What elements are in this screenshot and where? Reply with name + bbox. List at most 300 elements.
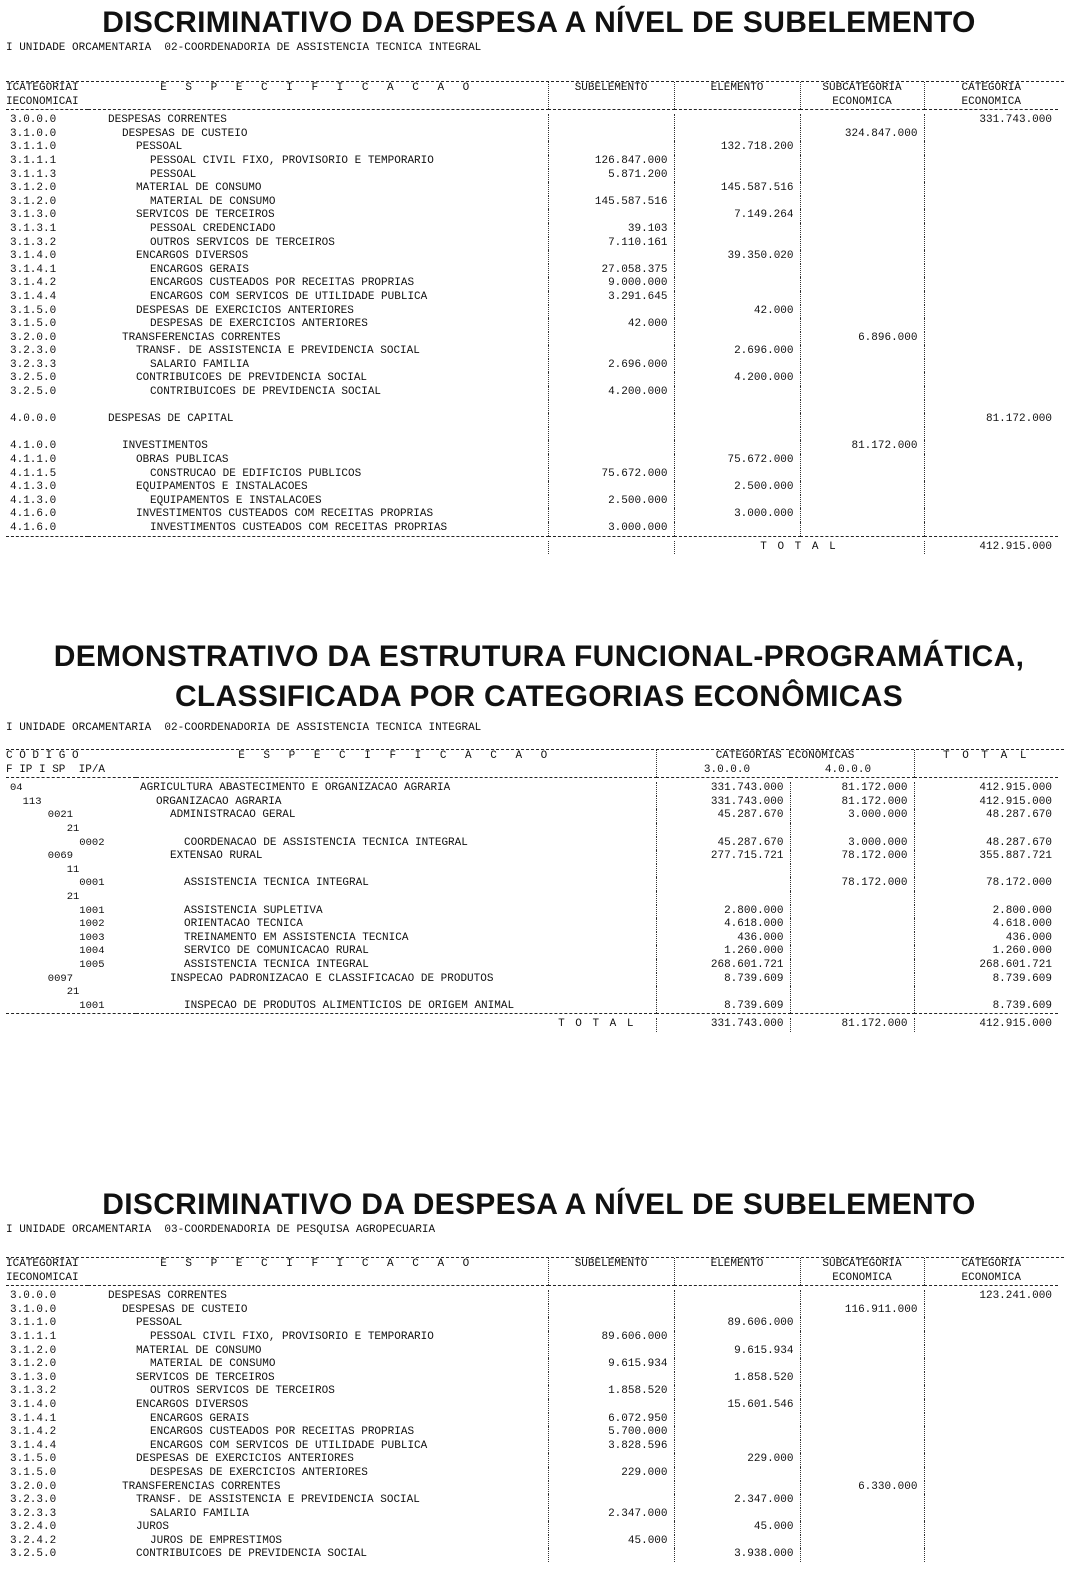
row-cat-4000: 3.000.000 <box>790 809 914 823</box>
table-row <box>6 468 1058 482</box>
row-cat-3000: 331.743.000 <box>656 796 790 810</box>
table-row <box>6 1440 1058 1454</box>
row-specification: PESSOAL CIVIL FIXO, PROVISORIO E TEMPORARIO <box>150 1330 434 1343</box>
row-subelemento <box>548 427 674 441</box>
table-row <box>6 1467 1058 1481</box>
row-specification: OUTROS SERVICOS DE TERCEIROS <box>150 236 335 249</box>
row-subelemento <box>548 372 674 386</box>
row-subcategoria <box>800 1399 924 1413</box>
row-categoria <box>924 1358 1058 1372</box>
row-specification <box>136 864 656 878</box>
row-code: 1005 <box>10 958 105 971</box>
row-code: 0097 <box>10 972 74 985</box>
row-subelemento <box>548 128 674 142</box>
row-categoria <box>924 1548 1058 1562</box>
row-elemento: 229.000 <box>674 1453 800 1467</box>
section-title: DISCRIMINATIVO DA DESPESA A NÍVEL DE SUBELEMENTO <box>102 1188 976 1221</box>
row-total <box>914 864 1058 878</box>
row-specification: OUTROS SERVICOS DE TERCEIROS <box>150 1385 335 1398</box>
row-code: 3.1.4.1 <box>10 1412 57 1425</box>
row-specification: DESPESAS CORRENTES <box>108 1290 227 1303</box>
row-code: 1001 <box>10 999 105 1012</box>
row-specification: TREINAMENTO EM ASSISTENCIA TECNICA <box>184 931 409 944</box>
row-elemento <box>674 1508 800 1522</box>
row-code: 3.1.2.0 <box>10 1358 57 1371</box>
row-code: 3.1.2.0 <box>10 195 57 208</box>
row-subcategoria <box>800 1426 924 1440</box>
table-row <box>6 155 1058 169</box>
table-row <box>6 359 1058 373</box>
row-elemento <box>674 223 800 237</box>
row-elemento: 132.718.200 <box>674 141 800 155</box>
table-row <box>6 1000 1058 1014</box>
row-code: 3.1.3.2 <box>10 1385 57 1398</box>
row-specification: INVESTIMENTOS CUSTEADOS COM RECEITAS PROPRIAS <box>136 508 434 521</box>
row-code: 3.1.1.1 <box>10 154 57 167</box>
row-subcategoria <box>800 1358 924 1372</box>
row-elemento: 15.601.546 <box>674 1399 800 1413</box>
row-categoria: 331.743.000 <box>924 114 1058 128</box>
row-code: 3.1.4.2 <box>10 277 57 290</box>
row-specification: SERVICOS DE TERCEIROS <box>136 1371 275 1384</box>
row-subelemento <box>548 114 674 128</box>
row-subcategoria <box>800 386 924 400</box>
row-elemento <box>674 359 800 373</box>
table-row <box>6 182 1058 196</box>
row-total: 355.887.721 <box>914 850 1058 864</box>
row-cat-3000 <box>656 864 790 878</box>
row-code: 4.1.6.0 <box>10 508 57 521</box>
total-label: T O T A L <box>558 1018 636 1031</box>
row-total: 48.287.670 <box>914 809 1058 823</box>
row-subcategoria <box>800 114 924 128</box>
table-header <box>6 82 1058 110</box>
row-categoria <box>924 454 1058 468</box>
row-elemento: 2.347.000 <box>674 1494 800 1508</box>
row-cat-4000 <box>790 959 914 973</box>
row-specification: EQUIPAMENTOS E INSTALACOES <box>136 481 308 494</box>
row-categoria <box>924 332 1058 346</box>
row-specification: INSPECAO PADRONIZACAO E CLASSIFICACAO DE PRODUTOS <box>170 972 494 985</box>
row-categoria <box>924 169 1058 183</box>
table-row <box>6 932 1058 946</box>
row-subcategoria <box>800 1440 924 1454</box>
row-categoria <box>924 1399 1058 1413</box>
row-code: 11 <box>10 863 80 876</box>
header-categoria-economica: CATEGORIA ECONOMICA <box>924 82 1058 110</box>
row-categoria <box>924 128 1058 142</box>
row-specification: AGRICULTURA ABASTECIMENTO E ORGANIZACAO AGRARIA <box>140 782 451 795</box>
row-subcategoria <box>800 359 924 373</box>
row-subcategoria <box>800 155 924 169</box>
row-code: 3.1.1.3 <box>10 168 57 181</box>
row-cat-4000 <box>790 905 914 919</box>
row-subelemento <box>548 1521 674 1535</box>
table-row <box>6 250 1058 264</box>
row-elemento <box>674 318 800 332</box>
row-elemento <box>674 400 800 414</box>
row-cat-4000 <box>790 945 914 959</box>
row-elemento <box>674 114 800 128</box>
row-specification: JUROS <box>136 1521 170 1534</box>
row-elemento <box>674 1535 800 1549</box>
row-elemento <box>674 237 800 251</box>
row-code: 3.1.2.0 <box>10 1344 57 1357</box>
row-cat-3000: 8.739.609 <box>656 973 790 987</box>
table-row <box>6 209 1058 223</box>
row-subelemento <box>548 1453 674 1467</box>
row-code: 3.1.5.0 <box>10 1453 57 1466</box>
row-subelemento <box>548 1548 674 1562</box>
row-elemento: 145.587.516 <box>674 182 800 196</box>
row-subcategoria: 324.847.000 <box>800 128 924 142</box>
row-code: 1002 <box>10 918 105 931</box>
table-row <box>6 318 1058 332</box>
row-specification: SALARIO FAMILIA <box>150 1507 250 1520</box>
row-cat-4000 <box>790 823 914 837</box>
row-subcategoria <box>800 454 924 468</box>
row-subcategoria <box>800 223 924 237</box>
row-specification: CONTRIBUICOES DE PREVIDENCIA SOCIAL <box>136 372 368 385</box>
row-specification: DESPESAS DE CAPITAL <box>108 413 234 426</box>
row-subelemento: 2.500.000 <box>548 495 674 509</box>
row-subcategoria <box>800 1372 924 1386</box>
row-code: 0002 <box>10 836 105 849</box>
row-elemento <box>674 169 800 183</box>
row-categoria <box>924 1535 1058 1549</box>
row-elemento: 3.000.000 <box>674 508 800 522</box>
row-total: 8.739.609 <box>914 973 1058 987</box>
row-code: 3.2.4.0 <box>10 1521 57 1534</box>
table-row <box>6 386 1058 400</box>
table-row <box>6 1481 1058 1495</box>
row-elemento <box>674 277 800 291</box>
row-code: 4.1.1.0 <box>10 454 57 467</box>
row-subcategoria <box>800 508 924 522</box>
row-cat-3000: 331.743.000 <box>656 782 790 796</box>
row-specification: SALARIO FAMILIA <box>150 358 250 371</box>
header-elemento: ELEMENTO <box>674 1258 800 1286</box>
row-cat-4000: 78.172.000 <box>790 850 914 864</box>
header-codigo: C O D I G O F IP I SP IP/A <box>6 750 106 776</box>
total-value: 412.915.000 <box>924 541 1058 555</box>
row-subcategoria <box>800 1521 924 1535</box>
row-code: 3.1.5.0 <box>10 304 57 317</box>
row-cat-4000 <box>790 864 914 878</box>
row-subelemento <box>548 182 674 196</box>
table-row <box>6 973 1058 987</box>
row-subelemento <box>548 400 674 414</box>
row-elemento <box>674 264 800 278</box>
table-row <box>6 495 1058 509</box>
row-subcategoria <box>800 1290 924 1304</box>
row-categoria <box>924 1372 1058 1386</box>
row-subelemento <box>548 454 674 468</box>
row-total <box>914 823 1058 837</box>
row-subelemento <box>548 209 674 223</box>
row-specification: MATERIAL DE CONSUMO <box>150 195 276 208</box>
row-categoria <box>924 1331 1058 1345</box>
row-code: 4.1.1.5 <box>10 467 57 480</box>
row-code: 3.1.5.0 <box>10 318 57 331</box>
row-code: 04 <box>10 782 23 795</box>
row-subelemento: 3.828.596 <box>548 1440 674 1454</box>
row-subcategoria: 116.911.000 <box>800 1304 924 1318</box>
row-categoria <box>924 196 1058 210</box>
table-row <box>6 1548 1058 1562</box>
row-specification: INVESTIMENTOS <box>122 440 208 453</box>
row-cat-4000: 78.172.000 <box>790 877 914 891</box>
row-elemento: 39.350.020 <box>674 250 800 264</box>
row-code: 3.1.4.4 <box>10 1439 57 1452</box>
row-subelemento: 229.000 <box>548 1467 674 1481</box>
row-specification: DESPESAS DE CUSTEIO <box>122 127 248 140</box>
row-code: 4.1.6.0 <box>10 522 57 534</box>
table-row <box>6 1413 1058 1427</box>
row-code: 4.1.3.0 <box>10 494 57 507</box>
row-specification <box>136 891 656 905</box>
row-code: 3.1.2.0 <box>10 182 57 195</box>
row-total: 2.800.000 <box>914 905 1058 919</box>
total-c2: 81.172.000 <box>790 1018 914 1032</box>
table-row <box>6 277 1058 291</box>
row-specification: DESPESAS DE CUSTEIO <box>122 1303 248 1316</box>
row-subcategoria <box>800 291 924 305</box>
table-row <box>6 837 1058 851</box>
row-elemento <box>674 427 800 441</box>
row-elemento: 89.606.000 <box>674 1317 800 1331</box>
row-code: 21 <box>10 822 80 835</box>
row-elemento <box>674 1290 800 1304</box>
row-specification: TRANSFERENCIAS CORRENTES <box>122 1480 281 1493</box>
row-total: 78.172.000 <box>914 877 1058 891</box>
row-specification: DESPESAS DE EXERCICIOS ANTERIORES <box>136 1453 354 1466</box>
row-subelemento <box>548 141 674 155</box>
table-row <box>6 1426 1058 1440</box>
row-elemento <box>674 155 800 169</box>
row-elemento <box>674 128 800 142</box>
row-elemento <box>674 1385 800 1399</box>
table-row <box>6 1290 1058 1304</box>
row-subcategoria <box>800 1345 924 1359</box>
section-title: DISCRIMINATIVO DA DESPESA A NÍVEL DE SUBELEMENTO <box>102 6 976 39</box>
row-cat-4000: 81.172.000 <box>790 782 914 796</box>
row-specification: ENCARGOS GERAIS <box>150 1412 250 1425</box>
table-row <box>6 413 1058 427</box>
table-row <box>6 891 1058 905</box>
row-code: 113 <box>10 795 42 808</box>
row-categoria <box>924 1317 1058 1331</box>
row-subcategoria <box>800 1385 924 1399</box>
table-header <box>6 750 1058 778</box>
row-categoria <box>924 1521 1058 1535</box>
table-body <box>6 1290 1058 1562</box>
row-specification: PESSOAL <box>136 1317 183 1330</box>
row-categoria <box>924 345 1058 359</box>
table-row <box>6 1331 1058 1345</box>
row-subelemento: 4.200.000 <box>548 386 674 400</box>
row-code: 3.1.4.1 <box>10 263 57 276</box>
row-total: 48.287.670 <box>914 837 1058 851</box>
row-categoria <box>924 468 1058 482</box>
row-subelemento <box>548 250 674 264</box>
row-subelemento: 9.615.934 <box>548 1358 674 1372</box>
row-subcategoria <box>800 427 924 441</box>
row-specification: ORGANIZACAO AGRARIA <box>156 795 282 808</box>
row-categoria <box>924 481 1058 495</box>
row-subcategoria: 6.896.000 <box>800 332 924 346</box>
row-subelemento <box>548 345 674 359</box>
row-subelemento <box>548 1317 674 1331</box>
row-code <box>6 400 88 414</box>
header-total: T O T A L <box>914 750 1058 778</box>
row-cat-4000 <box>790 932 914 946</box>
row-subelemento: 45.000 <box>548 1535 674 1549</box>
row-specification: ORIENTACAO TECNICA <box>184 918 303 931</box>
table-row <box>6 1358 1058 1372</box>
row-specification: DESPESAS DE EXERCICIOS ANTERIORES <box>150 1466 368 1479</box>
row-code: 3.1.4.4 <box>10 290 57 303</box>
row-subelemento: 42.000 <box>548 318 674 332</box>
row-total: 436.000 <box>914 932 1058 946</box>
row-code: 1001 <box>10 904 105 917</box>
row-categoria <box>924 277 1058 291</box>
row-subelemento: 145.587.516 <box>548 196 674 210</box>
row-subelemento: 89.606.000 <box>548 1331 674 1345</box>
row-categoria: 123.241.000 <box>924 1290 1058 1304</box>
row-specification: CONTRIBUICOES DE PREVIDENCIA SOCIAL <box>150 386 382 399</box>
table-row <box>6 372 1058 386</box>
row-subcategoria <box>800 1535 924 1549</box>
row-specification: DESPESAS CORRENTES <box>108 114 227 127</box>
row-specification: ENCARGOS CUSTEADOS POR RECEITAS PROPRIAS <box>150 1426 415 1439</box>
row-categoria <box>924 1453 1058 1467</box>
row-specification: ASSISTENCIA SUPLETIVA <box>184 904 323 917</box>
table-row <box>6 1494 1058 1508</box>
row-code: 3.1.1.0 <box>10 141 57 154</box>
row-subcategoria <box>800 345 924 359</box>
row-subcategoria <box>800 1317 924 1331</box>
row-code: 1004 <box>10 945 105 958</box>
row-elemento <box>674 1426 800 1440</box>
row-categoria <box>924 386 1058 400</box>
row-code: 3.1.3.2 <box>10 236 57 249</box>
row-subelemento <box>548 305 674 319</box>
row-categoria <box>924 305 1058 319</box>
row-specification: CONTRIBUICOES DE PREVIDENCIA SOCIAL <box>136 1548 368 1561</box>
table-row <box>6 223 1058 237</box>
row-elemento: 2.500.000 <box>674 481 800 495</box>
row-categoria <box>924 372 1058 386</box>
table-row <box>6 440 1058 454</box>
section-discriminativo-02 <box>0 6 1078 554</box>
row-subcategoria <box>800 209 924 223</box>
table-row <box>6 305 1058 319</box>
row-code: 3.1.0.0 <box>10 127 57 140</box>
table-row <box>6 877 1058 891</box>
row-subelemento <box>548 440 674 454</box>
table-row <box>6 196 1058 210</box>
table-row <box>6 864 1058 878</box>
row-categoria <box>924 250 1058 264</box>
row-subcategoria <box>800 141 924 155</box>
table-row <box>6 796 1058 810</box>
row-code: 4.1.0.0 <box>10 440 57 453</box>
table-row <box>6 1535 1058 1549</box>
row-specification: TRANSF. DE ASSISTENCIA E PREVIDENCIA SOCIAL <box>136 345 420 358</box>
row-subcategoria <box>800 1413 924 1427</box>
row-specification: INSPECAO DE PRODUTOS ALIMENTICIOS DE ORIGEM ANIMAL <box>184 999 515 1012</box>
row-specification: ADMINISTRACAO GERAL <box>170 809 296 822</box>
row-cat-4000: 81.172.000 <box>790 796 914 810</box>
row-elemento <box>674 196 800 210</box>
row-total: 412.915.000 <box>914 796 1058 810</box>
row-categoria <box>924 1481 1058 1495</box>
row-elemento: 45.000 <box>674 1521 800 1535</box>
row-subcategoria <box>800 250 924 264</box>
row-cat-4000: 3.000.000 <box>790 837 914 851</box>
row-specification: SERVICOS DE TERCEIROS <box>136 209 275 222</box>
table-row <box>6 959 1058 973</box>
row-elemento <box>674 1413 800 1427</box>
row-specification: EQUIPAMENTOS E INSTALACOES <box>150 494 322 507</box>
row-elemento: 3.938.000 <box>674 1548 800 1562</box>
row-categoria <box>924 400 1058 414</box>
total-tot: 412.915.000 <box>914 1018 1058 1032</box>
row-categoria <box>924 1304 1058 1318</box>
row-categoria <box>924 237 1058 251</box>
table-row <box>6 508 1058 522</box>
row-specification: MATERIAL DE CONSUMO <box>136 182 262 195</box>
row-subelemento <box>548 1290 674 1304</box>
row-subcategoria <box>800 1494 924 1508</box>
row-elemento <box>674 1304 800 1318</box>
row-cat-3000: 2.800.000 <box>656 905 790 919</box>
row-subcategoria <box>800 413 924 427</box>
row-specification: ENCARGOS COM SERVICOS DE UTILIDADE PUBLICA <box>150 1439 428 1452</box>
table-row <box>6 918 1058 932</box>
row-subelemento: 75.672.000 <box>548 468 674 482</box>
row-elemento <box>674 1467 800 1481</box>
row-total: 8.739.609 <box>914 1000 1058 1014</box>
row-code: 21 <box>10 890 80 903</box>
row-total: 4.618.000 <box>914 918 1058 932</box>
row-elemento: 7.149.264 <box>674 209 800 223</box>
row-elemento: 1.858.520 <box>674 1372 800 1386</box>
table-row <box>6 905 1058 919</box>
row-cat-3000 <box>656 823 790 837</box>
row-subelemento <box>548 413 674 427</box>
row-code: 3.1.1.0 <box>10 1317 57 1330</box>
row-elemento <box>674 413 800 427</box>
header-subelemento: SUBELEMENTO <box>548 1258 674 1286</box>
row-categoria <box>924 291 1058 305</box>
row-subelemento <box>548 1481 674 1495</box>
row-subcategoria <box>800 318 924 332</box>
row-cat-4000 <box>790 1000 914 1014</box>
row-subelemento <box>548 1494 674 1508</box>
row-categoria <box>924 209 1058 223</box>
row-specification: EXTENSAO RURAL <box>170 850 263 863</box>
row-subelemento <box>548 508 674 522</box>
row-subcategoria <box>800 1467 924 1481</box>
row-code: 3.2.4.2 <box>10 1534 57 1547</box>
row-subelemento <box>548 332 674 346</box>
row-code <box>6 427 88 441</box>
row-subelemento <box>548 1345 674 1359</box>
table-row <box>6 291 1058 305</box>
row-subcategoria <box>800 1331 924 1345</box>
